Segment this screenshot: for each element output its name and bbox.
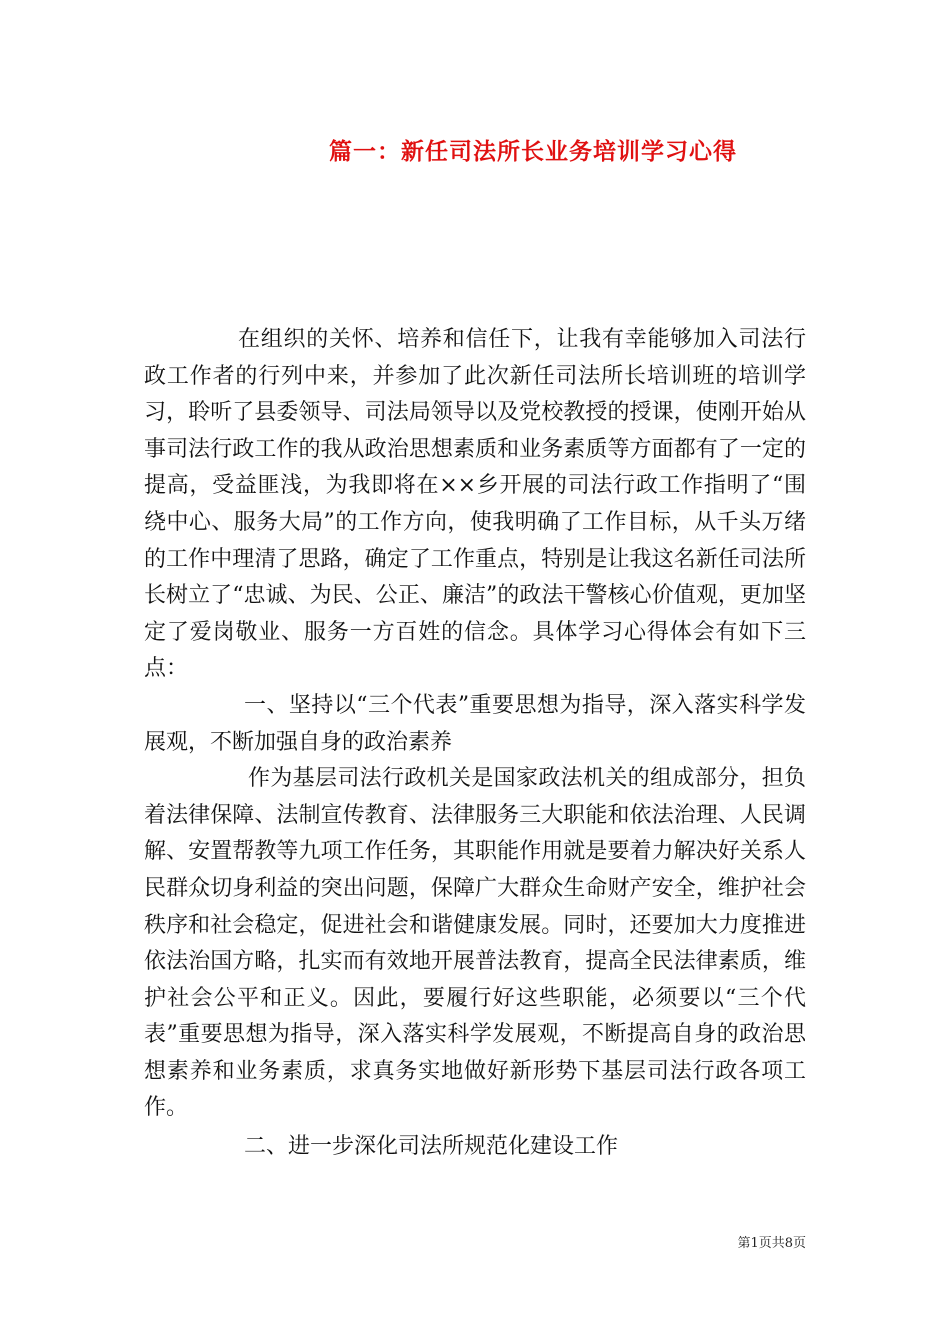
page-number-footer: 第1页共8页 (737, 1236, 806, 1251)
document-body (144, 322, 806, 1166)
section-1-paragraph: 作为基层司法行政机关是国家政法机关的组成部分，担负着法律保障、法制宣传教育、法律服务三大职能和依法治理、人民调解、安置帮教等九项工作任务，其职能作用就是要着力解决好关系人民群众切身利益的突出问题，保障广大群众生命财产安全，维护社会秩序和社会稳定，促进社会和谐健康发展。同时，还要加大力度推进依法治国方略，扎实而有效地开展普法教育，提高全民法律素质，维护社会公平和正义。因此，要履行好这些职能，必须要以“三个代表”重要思想为指导，深入落实科学发展观，不断提高自身的政治思想素养和业务素质，求真务实地做好新形势下基层司法行政各项工作。 (144, 766, 806, 1121)
intro-paragraph: 在组织的关怀、培养和信任下，让我有幸能够加入司法行政工作者的行列中来，并参加了此次新任司法所长培训班的培训学习，聆听了县委领导、司法局领导以及党校教授的授课，使刚开始从事司法行政工作的我从政治思想素质和业务素质等方面都有了一定的提高，受益匪浅，为我即将在××乡开展的司法行政工作指明了“围绕中心、服务大局”的工作方向，使我明确了工作目标，从千头万绪的工作中理清了思路，确定了工作重点，特别是让我这名新任司法所长树立了“忠诚、为民、公正、廉洁”的政法干警核心价值观，更加坚定了爱岗敬业、服务一方百姓的信念。具体学习心得体会有如下三点： (144, 327, 806, 682)
section-heading-1: 一、坚持以“三个代表”重要思想为指导，深入落实科学发展观，不断加强自身的政治素养 (144, 692, 806, 755)
document-title: 篇一：新任司法所长业务培训学习心得 (329, 138, 737, 165)
section-heading-2: 二、进一步深化司法所规范化建设工作 (244, 1134, 619, 1160)
